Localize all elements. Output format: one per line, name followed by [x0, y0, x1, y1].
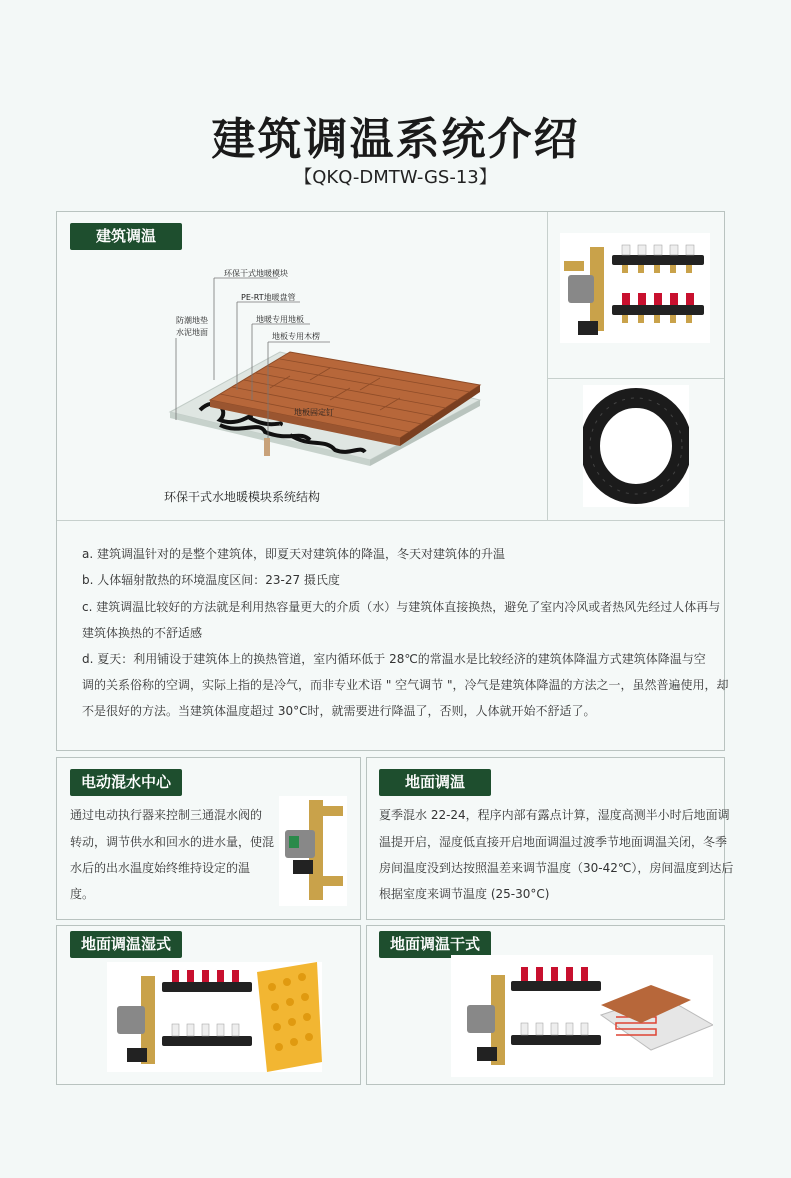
floor-tag: 地面调温: [379, 769, 491, 796]
label-keel: 地板专用木楞: [272, 332, 320, 341]
dry-tag: 地面调温干式: [379, 931, 491, 958]
pipe-coil-image: [583, 385, 689, 507]
mixing-tag: 电动混水中心: [70, 769, 182, 796]
point-c: c. 建筑调温比较好的方法就是利用热容量更大的介质（水）与建筑体直接换热，避免了室内冷风或者热风先经过人体再与: [82, 600, 721, 614]
label-moisture-pad: 防潮地垫: [176, 316, 208, 325]
label-cement: 水泥地面: [176, 328, 208, 337]
manifold-image: [560, 233, 710, 343]
page-title: 建筑调温系统介绍: [211, 114, 580, 165]
divider: [547, 212, 548, 520]
wet-system-image: [107, 962, 322, 1072]
label-pipe: PE-RT地暖盘管: [241, 293, 296, 302]
mixing-line: 通过电动执行器来控制三通混水阀的: [70, 808, 263, 822]
dry-system-image: [451, 955, 713, 1077]
floor-structure-illustration: [160, 260, 490, 490]
floor-line: 温提开启，湿度低直接开启地面调温过渡季节地面调温关闭，冬季: [379, 835, 728, 849]
floor-line: 根据室度来调节温度 (25-30°C): [379, 887, 550, 901]
divider: [57, 520, 724, 521]
wet-tag: 地面调温湿式: [70, 931, 182, 958]
mixing-line: 水后的出水温度始终维持设定的温: [70, 861, 251, 875]
point-d-cont: 调的关系俗称的空调，实际上指的是冷气，而非专业术语 " 空气调节 "，冷气是建筑体降温的方法之一，虽然普遍使用，却: [82, 678, 729, 692]
mixing-valve-image: [279, 796, 347, 906]
mixing-line: 度。: [70, 887, 95, 901]
point-d: d. 夏天：利用铺设于建筑体上的换热管道，室内循环低于 28℃的常温水是比较经济的建筑体降温方式建筑体降温与空: [82, 652, 706, 666]
floor-diagram: [160, 260, 490, 490]
point-d-end: 不是很好的方法。当建筑体温度超过 30°C时，就需要进行降温了，否则，人体就开始不舒适了。: [82, 704, 596, 718]
point-b: b. 人体辐射散热的环境温度区间：23-27 摄氏度: [82, 573, 340, 587]
diagram-caption: 环保干式水地暖模块系统结构: [164, 490, 321, 504]
mixing-line: 转动，调节供水和回水的进水量，使混: [70, 835, 275, 849]
label-module: 环保干式地暖模块: [224, 269, 288, 278]
point-a: a. 建筑调温针对的是整个建筑体，即夏天对建筑体的降温，冬天对建筑体的升温: [82, 547, 505, 561]
label-floor: 地暖专用地板: [256, 315, 304, 324]
label-nail: 地板固定钉: [294, 408, 334, 417]
point-c-cont: 建筑体换热的不舒适感: [82, 626, 203, 640]
model-number: 【QKQ-DMTW-GS-13】: [294, 167, 497, 188]
floor-line: 房间温度没到达按照温差来调节温度（30-42℃），房间温度到达后: [379, 861, 734, 875]
intro-tag: 建筑调温: [70, 223, 182, 250]
divider: [547, 378, 724, 379]
floor-line: 夏季混水 22-24，程序内部有露点计算，湿度高测半小时后地面调: [379, 808, 730, 822]
